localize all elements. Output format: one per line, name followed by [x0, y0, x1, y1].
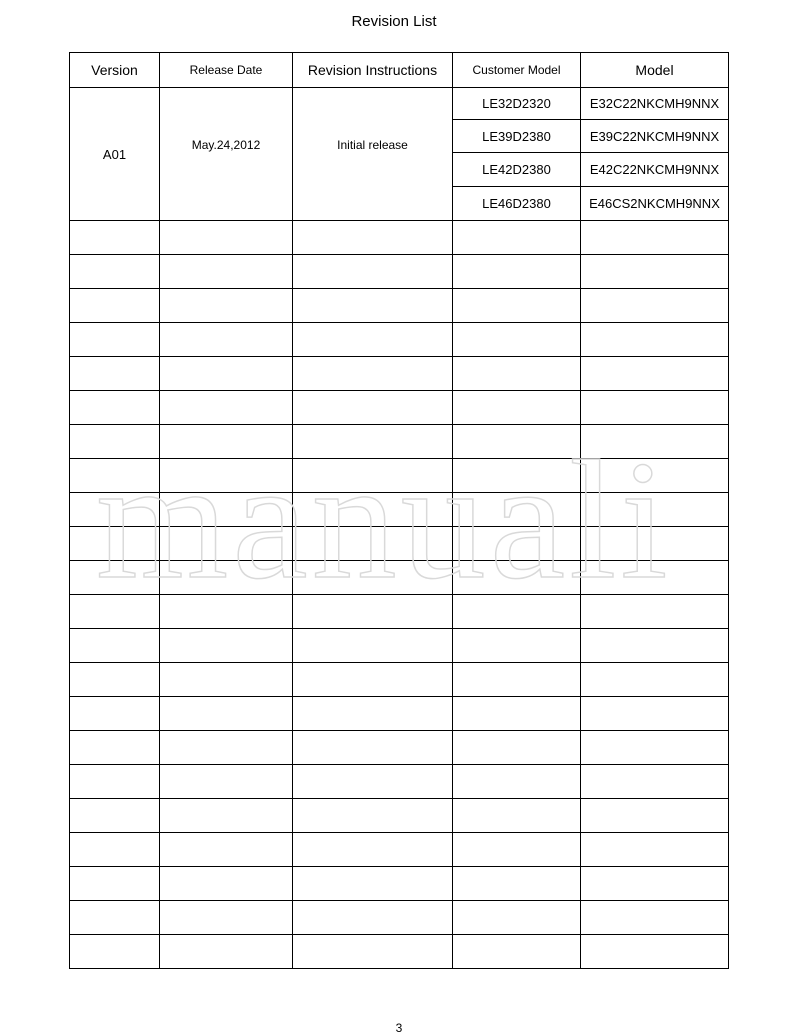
table-cell [581, 595, 729, 629]
table-row [70, 323, 729, 357]
table-cell [581, 289, 729, 323]
header-revision-instructions: Revision Instructions [293, 53, 453, 88]
page-title: Revision List [351, 13, 437, 30]
table-row [70, 289, 729, 323]
table-cell [581, 561, 729, 595]
table-cell [453, 561, 581, 595]
table-cell [70, 493, 160, 527]
table-cell [581, 255, 729, 289]
table-cell [70, 663, 160, 697]
table-row [70, 697, 729, 731]
table-cell [581, 425, 729, 459]
table-cell [70, 323, 160, 357]
table-cell [453, 323, 581, 357]
table-cell [453, 425, 581, 459]
table-cell [293, 731, 453, 765]
page-number: 3 [395, 1021, 403, 1035]
table-row [70, 357, 729, 391]
table-cell [293, 323, 453, 357]
table-cell [293, 493, 453, 527]
table-cell [453, 799, 581, 833]
table-cell [581, 629, 729, 663]
table-cell [160, 561, 293, 595]
table-cell [293, 391, 453, 425]
table-cell [581, 391, 729, 425]
table-cell [293, 663, 453, 697]
table-cell [160, 221, 293, 255]
revision-table [69, 52, 729, 969]
header-release-date: Release Date [160, 53, 293, 88]
table-cell [453, 731, 581, 765]
table-cell [293, 527, 453, 561]
table-cell [453, 663, 581, 697]
table-cell [70, 867, 160, 901]
table-cell [293, 459, 453, 493]
table-cell [160, 935, 293, 969]
table-header-row [70, 53, 729, 88]
table-cell [453, 527, 581, 561]
table-cell [160, 799, 293, 833]
table-cell [581, 867, 729, 901]
table-row [70, 527, 729, 561]
watermark-text: manuali [96, 445, 672, 585]
table-row [70, 901, 729, 935]
table-cell [581, 527, 729, 561]
table-cell [293, 629, 453, 663]
table-cell [581, 357, 729, 391]
header-model: Model [581, 53, 729, 88]
cell-model: E46CS2NKCMH9NNX [581, 187, 729, 221]
table-cell [293, 935, 453, 969]
table-cell [70, 459, 160, 493]
table-cell [160, 833, 293, 867]
table-cell [581, 833, 729, 867]
table-cell [160, 391, 293, 425]
table-cell [453, 697, 581, 731]
table-cell [160, 289, 293, 323]
table-row [70, 799, 729, 833]
table-cell [293, 425, 453, 459]
table-cell [453, 459, 581, 493]
header-version: Version [70, 53, 160, 88]
table-cell [581, 493, 729, 527]
table-cell [581, 221, 729, 255]
table-cell [70, 255, 160, 289]
table-cell [453, 289, 581, 323]
cell-revision-instructions: Initial release [293, 88, 453, 221]
cell-customer-model: LE39D2380 [453, 120, 581, 153]
table-row [70, 833, 729, 867]
table-cell [70, 799, 160, 833]
table-cell [293, 221, 453, 255]
table-cell [453, 493, 581, 527]
table-cell [70, 833, 160, 867]
table-cell [70, 221, 160, 255]
table-row [70, 867, 729, 901]
table-row [70, 459, 729, 493]
table-cell [581, 697, 729, 731]
table-cell [581, 731, 729, 765]
cell-customer-model: LE46D2380 [453, 187, 581, 221]
cell-version: A01 [70, 88, 160, 221]
table-row [70, 391, 729, 425]
table-cell [293, 901, 453, 935]
table-cell [581, 935, 729, 969]
table-row [70, 255, 729, 289]
cell-model: E39C22NKCMH9NNX [581, 120, 729, 153]
table-cell [293, 765, 453, 799]
table-cell [160, 867, 293, 901]
cell-customer-model: LE42D2380 [453, 153, 581, 187]
table-cell [160, 595, 293, 629]
table-cell [581, 765, 729, 799]
table-cell [453, 867, 581, 901]
table-cell [453, 833, 581, 867]
table-cell [453, 221, 581, 255]
table-cell [293, 357, 453, 391]
table-row [70, 221, 729, 255]
table-cell [293, 595, 453, 629]
table-cell [160, 629, 293, 663]
table-cell [293, 255, 453, 289]
table-cell [70, 357, 160, 391]
table-cell [160, 357, 293, 391]
table-cell [70, 425, 160, 459]
table-cell [581, 459, 729, 493]
table-cell [70, 561, 160, 595]
table-cell [160, 765, 293, 799]
table-cell [160, 731, 293, 765]
header-customer-model: Customer Model [453, 53, 581, 88]
table-cell [70, 289, 160, 323]
table-cell [293, 697, 453, 731]
table-cell [581, 663, 729, 697]
table-row [70, 425, 729, 459]
table-cell [453, 765, 581, 799]
table-cell [70, 901, 160, 935]
table-row [70, 629, 729, 663]
table-cell [453, 901, 581, 935]
table-cell [581, 799, 729, 833]
table-cell [160, 901, 293, 935]
table-row [70, 595, 729, 629]
table-cell [453, 935, 581, 969]
table-row [70, 88, 729, 120]
table-cell [160, 425, 293, 459]
table-cell [70, 629, 160, 663]
table-cell [453, 357, 581, 391]
table-cell [160, 323, 293, 357]
table-cell [293, 833, 453, 867]
table-cell [70, 527, 160, 561]
table-cell [160, 527, 293, 561]
table-cell [293, 561, 453, 595]
table-cell [70, 935, 160, 969]
table-cell [293, 799, 453, 833]
table-cell [453, 629, 581, 663]
cell-release-date: May.24,2012 [160, 88, 293, 221]
table-cell [293, 867, 453, 901]
cell-model: E32C22NKCMH9NNX [581, 88, 729, 120]
table-row [70, 493, 729, 527]
table-row [70, 731, 729, 765]
table-cell [293, 289, 453, 323]
cell-model: E42C22NKCMH9NNX [581, 153, 729, 187]
table-cell [160, 493, 293, 527]
table-cell [70, 595, 160, 629]
table-cell [70, 391, 160, 425]
table-row [70, 935, 729, 969]
table-cell [70, 765, 160, 799]
table-row [70, 561, 729, 595]
table-cell [453, 391, 581, 425]
table-cell [70, 697, 160, 731]
table-cell [160, 459, 293, 493]
table-row [70, 663, 729, 697]
table-cell [453, 255, 581, 289]
table-cell [160, 255, 293, 289]
cell-customer-model: LE32D2320 [453, 88, 581, 120]
table-cell [581, 901, 729, 935]
table-cell [581, 323, 729, 357]
table-cell [453, 595, 581, 629]
table-cell [70, 731, 160, 765]
table-cell [160, 663, 293, 697]
table-row [70, 765, 729, 799]
table-cell [160, 697, 293, 731]
